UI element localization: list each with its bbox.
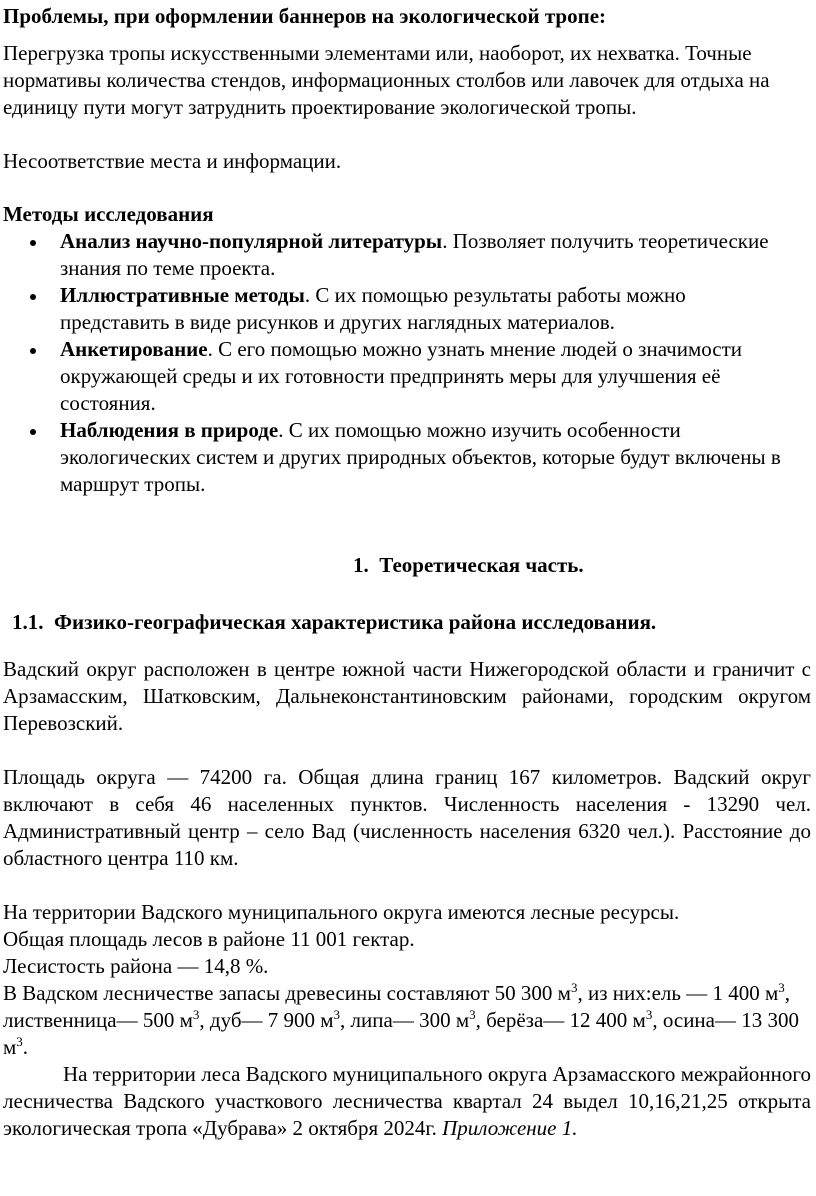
section-heading <box>353 552 584 579</box>
bullet-icon <box>30 348 36 354</box>
list-item <box>0 336 790 417</box>
problems-paragraph-2: Несоответствие места и информации. <box>3 149 342 173</box>
bullet-icon <box>30 294 36 300</box>
list-item <box>0 417 790 498</box>
appendix-reference: Приложение 1. <box>442 1116 578 1140</box>
list-item <box>0 228 790 282</box>
forest-line-1: На территории Вадского муниципального округа имеются лесные ресурсы. <box>3 900 680 924</box>
unit-superscript: 3 <box>645 1007 653 1022</box>
stock-text: , из них:ель — 1 400 м <box>577 981 779 1005</box>
method-term: Иллюстративные методы <box>60 283 305 307</box>
method-text: . С его помощью можно узнать мнение людей о значимости окружающей среды и их готовности предпринять меры для улучшения её состояния. <box>60 337 743 415</box>
bullet-icon <box>30 240 36 246</box>
stock-text: . <box>22 1035 29 1059</box>
method-term: Анализ научно-популярной литературы <box>60 229 443 253</box>
subsection-number: 1.1. <box>12 610 44 634</box>
stock-text: В Вадском лесничестве запасы древесины составляют 50 300 м <box>3 981 571 1005</box>
method-term: Анкетирование <box>60 337 208 361</box>
section-title: Теоретическая часть. <box>379 553 584 577</box>
method-text: . С их помощью можно изучить особенности экологических систем и других природных объектов, которые будут включены в маршрут тропы. <box>60 418 781 496</box>
unit-superscript: 3 <box>469 1007 476 1022</box>
area-paragraph: Площадь округа — 74200 га. Общая длина границ 167 километров. Вадский округ включают в себя 46 населенных пунктов. Численность населения - 13290 чел. Административный центр – село Вад (численность населения 6320 чел.). Расстояние до областного центра 110 км. <box>3 765 811 870</box>
forest-line-2: Общая площадь лесов в районе 11 001 гектар. <box>3 927 415 951</box>
trail-text: На территории леса Вадского муниципального округа Арзамасского межрайонного лесничества Вадского участкового лесничества квартал 24 выдел 10,16,21,25 открыта экологическая тропа «Дубрава» 2 октября 2024г. <box>3 1062 811 1140</box>
unit-superscript: 3 <box>333 1007 341 1022</box>
stock-text: , дуб— 7 900 м <box>199 1008 334 1032</box>
method-term: Наблюдения в природе <box>60 418 279 442</box>
method-text: . С их помощью результаты работы можно представить в виде рисунков и других наглядных материалов. <box>60 283 686 334</box>
method-text: . Позволяет получить теоретические знания по теме проекта. <box>60 229 769 280</box>
methods-title: Методы исследования <box>3 202 214 226</box>
stock-text: , осина— 13 300 м <box>3 1008 799 1059</box>
unit-superscript: 3 <box>192 1007 200 1022</box>
forest-line-3: Лесистость района — 14,8 %. <box>3 954 269 978</box>
location-paragraph: Вадский округ расположен в центре южной части Нижегородской области и граничит с Арзамасским, Шатковским, Дальнеконстантиновским районами, городским округом Перевозский. <box>3 657 811 735</box>
problems-paragraph: Перегрузка тропы искусственными элементами или, наоборот, их нехватка. Точные нормативы количества стендов, информационных столбов или лавочек для отдыха на единицу пути могут затруднить проектирование экологической тропы. <box>3 41 770 119</box>
unit-superscript: 3 <box>778 980 785 995</box>
bullet-icon <box>30 429 36 435</box>
subsection-heading <box>12 609 656 636</box>
unit-superscript: 3 <box>16 1034 23 1049</box>
subsection-title: Физико-географическая характеристика района исследования. <box>54 610 657 634</box>
trail-paragraph <box>3 1061 811 1142</box>
unit-superscript: 3 <box>570 980 578 995</box>
stock-text: , липа— 300 м <box>340 1008 470 1032</box>
stock-text: , лиственница— 500 м <box>3 981 790 1032</box>
list-item <box>0 282 790 336</box>
section-number: 1. <box>353 553 369 577</box>
wood-stock-paragraph <box>3 980 811 1061</box>
problems-title: Проблемы, при оформлении баннеров на экологической тропе: <box>3 4 607 28</box>
stock-text: , берёза— 12 400 м <box>475 1008 646 1032</box>
methods-list <box>0 228 790 498</box>
